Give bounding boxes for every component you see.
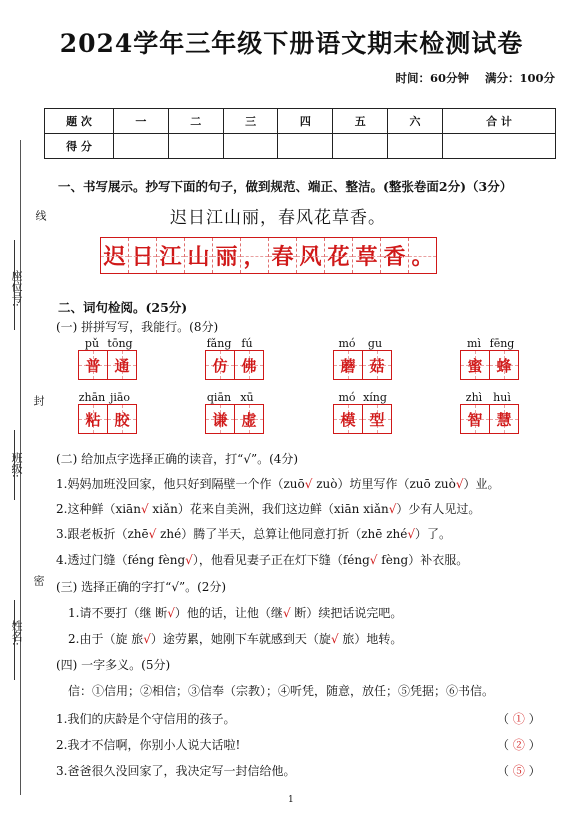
margin-mi-char: 密 [32,575,45,586]
answer-char: 谦 [212,410,228,429]
score-cell[interactable] [388,134,443,159]
copy-cell[interactable]: 草 [353,238,381,273]
class-blank-line [14,430,15,500]
tian-cell[interactable] [460,404,490,434]
copy-cell[interactable]: 。 [409,238,436,273]
pinyin-syllable: jiāo [109,391,131,404]
score-header-cell: 四 [278,109,333,134]
tian-grid [333,350,392,380]
score-cell[interactable] [223,134,278,159]
answer-char: 菇 [369,356,385,375]
copy-cell[interactable]: 山 [185,238,213,273]
score-table-header-row [45,109,556,134]
pinyin-syllable: mì [467,337,481,350]
answer-char: 虚 [241,410,257,429]
tian-grid [205,350,264,380]
part-1-heading: (一) 拼拼写写，我能行。(8分) [56,320,219,334]
answer-char: 通 [114,356,130,375]
answer-char: 智 [467,410,483,429]
score-header-cell: 合 计 [442,109,555,134]
margin-seat-label: 座位号: [10,270,23,307]
pinyin-syllable: fú [241,337,253,350]
answer-bracket[interactable]: （ ① ） [497,712,541,726]
copy-cell[interactable]: 丽 [213,238,241,273]
question-line: 1.请不要打（继 断√）他的话，让他（继√ 断）续把话说完吧。 [68,606,403,620]
question-line: 3.爸爸很久没回家了，我决定写一封信给他。 [56,764,296,778]
word-block [460,337,519,380]
score-header-cell: 六 [388,109,443,134]
pinyin-syllable: gu [367,337,383,350]
answer-char: 蘑 [340,356,356,375]
answer-char: 慧 [496,410,512,429]
question-line: 1.妈妈加班没回家，他只好到隔壁一个作（zuō√ zuò）坊里写作（zuō zuò√）业。 [56,477,500,491]
part-4-heading: (四) 一字多义。(5分) [56,658,171,672]
answer-mark: ② [512,738,525,752]
score-cell[interactable] [168,134,223,159]
word-block [205,391,264,434]
score-header-cell: 题 次 [45,109,114,134]
score-header-cell: 二 [168,109,223,134]
word-pinyin [333,337,392,350]
pinyin-syllable: tōng [107,337,133,350]
copy-cell[interactable]: 春 [269,238,297,273]
copy-cell[interactable]: 花 [325,238,353,273]
copy-cell[interactable]: 日 [129,238,157,273]
pinyin-syllable: xū [240,391,254,404]
score-label: 满分：100分 [484,71,555,85]
tian-cell[interactable] [108,350,137,380]
pinyin-syllable: qiān [206,391,232,404]
answer-mark: ① [512,712,525,726]
tian-cell[interactable] [235,404,264,434]
word-block [333,337,392,380]
margin-feng-char: 封 [32,395,45,406]
word-block [460,391,519,434]
tian-grid [460,350,519,380]
word-pinyin [78,337,137,350]
question-line: 2.我才不信啊，你别小人说大话啦! [56,738,241,752]
word-block [78,391,137,434]
exam-meta [395,70,555,86]
tian-cell[interactable] [78,350,108,380]
tian-cell[interactable] [460,350,490,380]
score-cell[interactable] [333,134,388,159]
question-line: 3.跟老板折（zhē√ zhé）腾了半天，总算让他同意打折（zhē zhé√）了。 [56,527,452,541]
name-blank-line [14,600,15,680]
definition-line: 信：①信用；②相信；③信奉（宗教）；④听凭，随意，放任；⑤凭据；⑥书信。 [68,684,495,698]
score-table-score-row [45,134,556,159]
score-header-cell: 三 [223,109,278,134]
tian-cell[interactable] [333,350,363,380]
seat-blank-line [14,240,15,330]
word-pinyin [78,391,137,404]
answer-char: 蜜 [467,356,483,375]
word-pinyin [460,391,519,404]
pinyin-syllable: zhì [465,391,483,404]
word-block [205,337,264,380]
section-2-heading: 二、词句检阅。(25分) [58,300,188,315]
copy-cell[interactable]: 风 [297,238,325,273]
score-header-cell: 五 [333,109,388,134]
score-header-cell: 一 [114,109,169,134]
question-line: 4.透过门缝（féng fèng√），他看见妻子正在灯下缝（féng√ fèng）补衣服。 [56,553,469,567]
pinyin-syllable: fǎng [206,337,232,350]
answer-char: 胶 [114,410,130,429]
pinyin-syllable: fēng [489,337,515,350]
word-pinyin [205,337,264,350]
word-pinyin [460,337,519,350]
score-row-label: 得 分 [45,134,114,159]
copy-cell[interactable]: 迟 [101,238,129,273]
part-2-heading: (二) 给加点字选择正确的读音，打“√”。(4分) [56,452,299,466]
tian-cell[interactable] [333,404,363,434]
pinyin-syllable: mó [338,391,356,404]
question-line: 1.我们的庆龄是个守信用的孩子。 [56,712,236,726]
margin-seal-char: 线 [34,210,47,221]
answer-bracket[interactable]: （ ⑤ ） [497,764,541,778]
page-number: 1 [288,795,294,805]
copy-cell[interactable]: 江 [157,238,185,273]
tian-cell[interactable] [205,350,235,380]
tian-grid [333,404,392,434]
word-pinyin [205,391,264,404]
tian-cell[interactable] [363,350,392,380]
pinyin-syllable: huì [493,391,511,404]
section-1-heading: 一、书写展示。抄写下面的句子，做到规范、端正、整洁。(整张卷面2分)（3分） [58,179,513,194]
tian-cell[interactable] [108,404,137,434]
tian-cell[interactable] [235,350,264,380]
model-sentence: 迟日江山丽，春风花草香。 [170,208,386,228]
answer-char: 佛 [241,356,257,375]
tian-cell[interactable] [363,404,392,434]
time-label: 时间：60分钟 [395,71,469,85]
tian-cell[interactable] [490,350,519,380]
tian-grid [78,350,137,380]
answer-mark: ⑤ [512,764,525,778]
pinyin-syllable: xíng [363,391,387,404]
answer-char: 粘 [85,410,101,429]
word-pinyin [333,391,392,404]
margin-class-label: 班级: [10,452,23,478]
margin-name-label: 姓名: [10,620,23,646]
score-table [44,108,556,159]
answer-char: 模 [340,410,356,429]
tian-cell[interactable] [205,404,235,434]
tian-cell[interactable] [78,404,108,434]
answer-char: 蜂 [496,356,512,375]
page-title: 2024学年三年级下册语文期末检测试卷 [59,29,524,58]
pinyin-syllable: zhān [78,391,106,404]
tian-grid [460,404,519,434]
copy-cell[interactable]: ， [241,238,269,273]
tian-grid [205,404,264,434]
answer-char: 型 [369,410,385,429]
score-cell[interactable] [278,134,333,159]
tian-cell[interactable] [490,404,519,434]
tian-grid [78,404,137,434]
question-line: 2.由于（旋 旅√）途劳累，她刚下车就感到天（旋√ 旅）地转。 [68,632,403,646]
pinyin-syllable: mó [338,337,356,350]
score-cell[interactable] [442,134,555,159]
answer-char: 仿 [212,356,228,375]
score-cell[interactable] [114,134,169,159]
part-3-heading: (三) 选择正确的字打“√”。(2分) [56,580,227,594]
word-block [78,337,137,380]
question-line: 2.这种鲜（xiān√ xiǎn）花来自美洲，我们这边鲜（xiān xiǎn√）少有人见过。 [56,502,481,516]
copy-cell[interactable]: 香 [381,238,409,273]
word-block [333,391,392,434]
pinyin-syllable: pǔ [84,337,100,350]
answer-bracket[interactable]: （ ② ） [497,738,541,752]
copy-grid [100,237,437,274]
answer-char: 普 [85,356,101,375]
